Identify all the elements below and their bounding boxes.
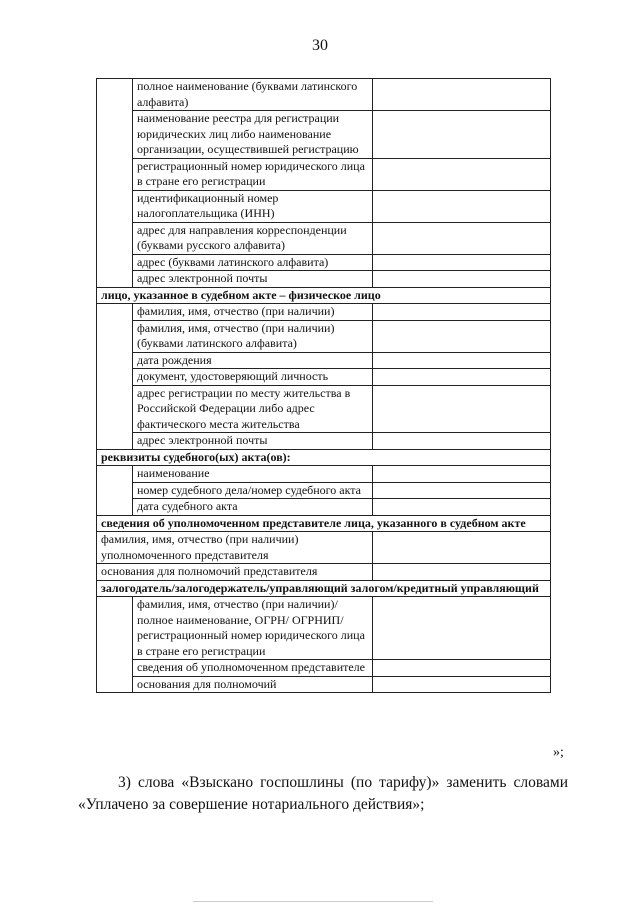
field-row bbox=[97, 532, 551, 564]
field-value-cell bbox=[373, 564, 551, 581]
section-heading: залогодатель/залогодержатель/управляющий залогом/кредитный управляющий bbox=[97, 580, 551, 597]
field-label: основания для полномочий bbox=[133, 676, 373, 693]
field-value-cell bbox=[373, 79, 551, 111]
field-label: дата судебного акта bbox=[133, 499, 373, 516]
closing-quote: »; bbox=[553, 745, 564, 760]
field-value-cell bbox=[373, 271, 551, 288]
field-row bbox=[97, 385, 551, 433]
indent-cell bbox=[97, 79, 133, 288]
field-row bbox=[97, 320, 551, 352]
field-row bbox=[97, 271, 551, 288]
field-value-cell bbox=[373, 111, 551, 159]
field-row bbox=[97, 482, 551, 499]
field-label: адрес электронной почты bbox=[133, 433, 373, 450]
indent-cell bbox=[97, 597, 133, 693]
field-value-cell bbox=[373, 433, 551, 450]
field-value-cell bbox=[373, 532, 551, 564]
field-value-cell bbox=[373, 597, 551, 660]
field-value-cell bbox=[373, 466, 551, 483]
field-label: адрес (буквами латинского алфавита) bbox=[133, 254, 373, 271]
field-value-cell bbox=[373, 158, 551, 190]
section-heading: реквизиты судебного(ых) акта(ов): bbox=[97, 449, 551, 466]
indent-cell bbox=[97, 466, 133, 516]
field-label: адрес для направления корреспонденции (буквами русского алфавита) bbox=[133, 222, 373, 254]
section-heading: сведения об уполномоченном представителе лица, указанного в судебном акте bbox=[97, 515, 551, 532]
field-row bbox=[97, 190, 551, 222]
field-value-cell bbox=[373, 254, 551, 271]
field-label: сведения об уполномоченном представителе bbox=[133, 660, 373, 677]
field-label: идентификационный номер налогоплательщика (ИНН) bbox=[133, 190, 373, 222]
indent-cell bbox=[97, 304, 133, 450]
field-value-cell bbox=[373, 320, 551, 352]
field-label: дата рождения bbox=[133, 352, 373, 369]
field-row bbox=[97, 676, 551, 693]
field-label: номер судебного дела/номер судебного акта bbox=[133, 482, 373, 499]
field-label: наименование bbox=[133, 466, 373, 483]
bottom-divider bbox=[193, 901, 433, 902]
field-row bbox=[97, 369, 551, 386]
field-value-cell bbox=[373, 482, 551, 499]
field-label: основания для полномочий представителя bbox=[97, 564, 373, 581]
field-row bbox=[97, 79, 551, 111]
field-label: адрес электронной почты bbox=[133, 271, 373, 288]
section-row bbox=[97, 449, 551, 466]
field-row bbox=[97, 660, 551, 677]
field-label: регистрационный номер юридического лица в стране его регистрации bbox=[133, 158, 373, 190]
section-heading: лицо, указанное в судебном акте – физическое лицо bbox=[97, 287, 551, 304]
field-value-cell bbox=[373, 304, 551, 321]
form-table bbox=[96, 78, 551, 693]
field-row bbox=[97, 352, 551, 369]
field-label: документ, удостоверяющий личность bbox=[133, 369, 373, 386]
field-label: фамилия, имя, отчество (при наличии) уполномоченного представителя bbox=[97, 532, 373, 564]
field-value-cell bbox=[373, 352, 551, 369]
field-value-cell bbox=[373, 369, 551, 386]
section-row bbox=[97, 287, 551, 304]
field-value-cell bbox=[373, 499, 551, 516]
section-row bbox=[97, 580, 551, 597]
field-row bbox=[97, 111, 551, 159]
field-label: фамилия, имя, отчество (при наличии) (буквами латинского алфавита) bbox=[133, 320, 373, 352]
field-label: фамилия, имя, отчество (при наличии)/полное наименование, ОГРН/ ОГРНИП/ регистрационный номер юридического лица в стране его регистрации bbox=[133, 597, 373, 660]
field-label: наименование реестра для регистрации юридических лиц либо наименование организации, осуществившей регистрацию bbox=[133, 111, 373, 159]
amendment-paragraph: 3) слова «Взыскано госпошлины (по тарифу)» заменить словами «Уплачено за совершение нотариального действия»; bbox=[78, 774, 568, 813]
field-value-cell bbox=[373, 222, 551, 254]
field-value-cell bbox=[373, 385, 551, 433]
field-row bbox=[97, 433, 551, 450]
field-row bbox=[97, 254, 551, 271]
field-row bbox=[97, 158, 551, 190]
field-label: фамилия, имя, отчество (при наличии) bbox=[133, 304, 373, 321]
field-row bbox=[97, 304, 551, 321]
field-value-cell bbox=[373, 190, 551, 222]
field-label: полное наименование (буквами латинского алфавита) bbox=[133, 79, 373, 111]
field-row bbox=[97, 466, 551, 483]
field-value-cell bbox=[373, 660, 551, 677]
field-row bbox=[97, 597, 551, 660]
section-row bbox=[97, 515, 551, 532]
field-row bbox=[97, 222, 551, 254]
page-number: 30 bbox=[312, 37, 328, 54]
field-row bbox=[97, 564, 551, 581]
field-label: адрес регистрации по месту жительства в Российской Федерации либо адрес фактического места жительства bbox=[133, 385, 373, 433]
field-value-cell bbox=[373, 676, 551, 693]
field-row bbox=[97, 499, 551, 516]
